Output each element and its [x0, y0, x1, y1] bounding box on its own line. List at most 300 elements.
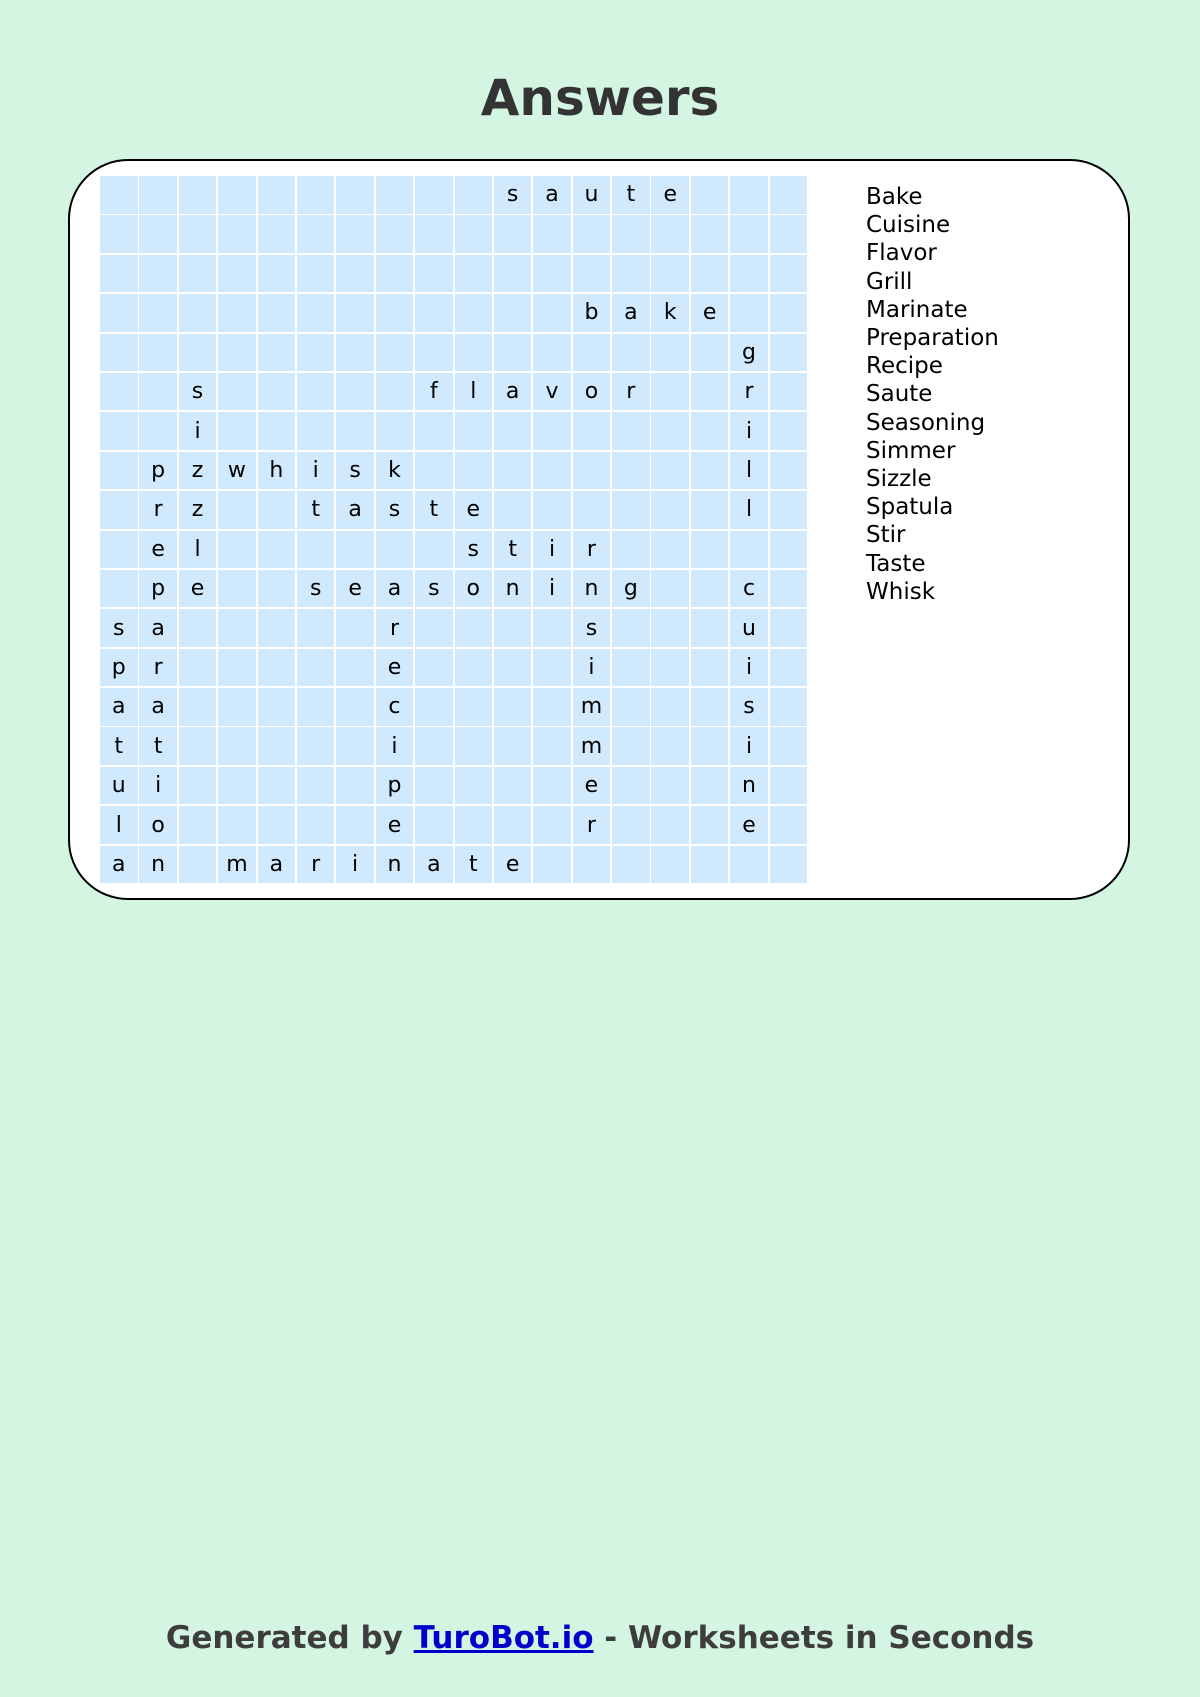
grid-cell: [336, 649, 374, 687]
grid-cell: [691, 727, 729, 765]
grid-cell: [258, 215, 296, 253]
grid-cell: [336, 727, 374, 765]
grid-cell: p: [139, 452, 177, 490]
grid-cell: [573, 255, 611, 293]
grid-cell: [179, 334, 217, 372]
grid-cell: l: [100, 806, 138, 844]
grid-cell: [533, 727, 571, 765]
grid-cell: [336, 373, 374, 411]
grid-cell: f: [415, 373, 453, 411]
grid-cell: s: [100, 609, 138, 647]
grid-cell: [297, 609, 335, 647]
grid-cell: w: [218, 452, 256, 490]
grid-cell: [455, 176, 493, 214]
grid-cell: [691, 767, 729, 805]
grid-cell: [494, 334, 532, 372]
grid-cell: t: [100, 727, 138, 765]
grid-cell: [612, 806, 650, 844]
grid-cell: [691, 688, 729, 726]
grid-cell: i: [179, 412, 217, 450]
grid-cell: [455, 688, 493, 726]
grid-cell: [415, 255, 453, 293]
grid-cell: c: [376, 688, 414, 726]
grid-cell: [258, 727, 296, 765]
grid-cell: [258, 294, 296, 332]
grid-cell: [336, 767, 374, 805]
grid-cell: r: [139, 491, 177, 529]
grid-cell: [770, 452, 808, 490]
grid-cell: [100, 176, 138, 214]
grid-cell: a: [139, 688, 177, 726]
grid-cell: e: [651, 176, 689, 214]
grid-cell: [179, 255, 217, 293]
grid-cell: [297, 215, 335, 253]
footer: [0, 1618, 1200, 1658]
word-list-item: Preparation: [866, 325, 999, 352]
grid-cell: [533, 334, 571, 372]
grid-cell: [415, 412, 453, 450]
grid-cell: [100, 255, 138, 293]
grid-cell: [218, 727, 256, 765]
grid-cell: [455, 649, 493, 687]
word-list-item: Taste: [866, 550, 926, 577]
grid-cell: [612, 531, 650, 569]
grid-cell: a: [533, 176, 571, 214]
grid-cell: [218, 334, 256, 372]
grid-cell: [494, 806, 532, 844]
grid-cell: [691, 491, 729, 529]
grid-cell: [651, 727, 689, 765]
grid-cell: [691, 215, 729, 253]
grid-cell: [651, 412, 689, 450]
grid-cell: [612, 215, 650, 253]
grid-cell: [376, 334, 414, 372]
grid-cell: [415, 531, 453, 569]
grid-cell: a: [612, 294, 650, 332]
grid-cell: [612, 334, 650, 372]
grid-cell: s: [376, 491, 414, 529]
grid-cell: [455, 609, 493, 647]
word-list-item: Marinate: [866, 296, 968, 323]
grid-cell: z: [179, 491, 217, 529]
grid-cell: [258, 609, 296, 647]
grid-cell: [533, 491, 571, 529]
grid-cell: [415, 609, 453, 647]
grid-cell: [297, 334, 335, 372]
grid-cell: [336, 334, 374, 372]
grid-cell: [533, 452, 571, 490]
grid-cell: l: [730, 491, 768, 529]
grid-cell: [691, 609, 729, 647]
word-list-item: Flavor: [866, 240, 937, 267]
grid-cell: [297, 688, 335, 726]
grid-cell: [415, 215, 453, 253]
grid-cell: [691, 649, 729, 687]
grid-cell: [100, 334, 138, 372]
grid-cell: t: [139, 727, 177, 765]
grid-cell: [533, 255, 571, 293]
grid-cell: [770, 531, 808, 569]
grid-cell: [258, 531, 296, 569]
word-list-item: Sizzle: [866, 466, 932, 493]
grid-cell: [139, 176, 177, 214]
grid-cell: [691, 255, 729, 293]
grid-cell: [770, 412, 808, 450]
grid-cell: [730, 176, 768, 214]
grid-cell: [258, 176, 296, 214]
footer-prefix: Generated by: [165, 1620, 414, 1656]
grid-cell: p: [100, 649, 138, 687]
grid-cell: i: [730, 649, 768, 687]
grid-cell: [573, 491, 611, 529]
grid-cell: [336, 688, 374, 726]
grid-cell: [651, 570, 689, 608]
grid-cell: [533, 294, 571, 332]
grid-cell: i: [533, 531, 571, 569]
grid-cell: a: [100, 688, 138, 726]
grid-cell: [218, 570, 256, 608]
grid-cell: [258, 806, 296, 844]
grid-cell: [336, 531, 374, 569]
grid-cell: [297, 294, 335, 332]
grid-cell: [691, 412, 729, 450]
grid-cell: [691, 373, 729, 411]
grid-cell: [770, 767, 808, 805]
grid-cell: s: [455, 531, 493, 569]
grid-cell: [100, 294, 138, 332]
grid-cell: [297, 806, 335, 844]
grid-cell: [100, 215, 138, 253]
grid-cell: a: [494, 373, 532, 411]
grid-cell: [455, 215, 493, 253]
grid-cell: i: [533, 570, 571, 608]
grid-cell: [770, 491, 808, 529]
grid-cell: [258, 570, 296, 608]
grid-cell: [651, 255, 689, 293]
grid-cell: [100, 452, 138, 490]
grid-cell: [770, 609, 808, 647]
grid-cell: [533, 649, 571, 687]
grid-cell: [376, 531, 414, 569]
grid-cell: [179, 688, 217, 726]
grid-cell: [770, 373, 808, 411]
grid-cell: i: [573, 649, 611, 687]
grid-cell: [139, 334, 177, 372]
grid-cell: [612, 767, 650, 805]
grid-cell: [376, 373, 414, 411]
grid-cell: [139, 373, 177, 411]
grid-cell: [218, 491, 256, 529]
grid-cell: [455, 452, 493, 490]
grid-cell: [612, 846, 650, 884]
grid-cell: [179, 727, 217, 765]
grid-cell: [376, 215, 414, 253]
grid-cell: [494, 215, 532, 253]
grid-cell: [691, 806, 729, 844]
grid-cell: [297, 255, 335, 293]
grid-cell: i: [336, 846, 374, 884]
grid-cell: i: [730, 412, 768, 450]
grid-cell: k: [376, 452, 414, 490]
grid-cell: [651, 806, 689, 844]
grid-cell: [179, 215, 217, 253]
grid-cell: [573, 412, 611, 450]
grid-cell: [612, 727, 650, 765]
word-list-item: Cuisine: [866, 212, 951, 239]
grid-cell: [494, 649, 532, 687]
grid-cell: [612, 255, 650, 293]
grid-cell: [415, 806, 453, 844]
grid-cell: [179, 609, 217, 647]
grid-cell: g: [730, 334, 768, 372]
grid-cell: [139, 215, 177, 253]
grid-cell: s: [415, 570, 453, 608]
grid-cell: [336, 609, 374, 647]
page-title: Answers: [480, 69, 720, 127]
grid-cell: [179, 176, 217, 214]
grid-cell: [612, 688, 650, 726]
grid-cell: [612, 412, 650, 450]
grid-cell: [336, 176, 374, 214]
grid-cell: e: [336, 570, 374, 608]
grid-cell: [179, 294, 217, 332]
grid-cell: [730, 255, 768, 293]
grid-cell: [415, 649, 453, 687]
grid-cell: [651, 491, 689, 529]
grid-cell: [691, 846, 729, 884]
grid-cell: [770, 334, 808, 372]
grid-cell: o: [139, 806, 177, 844]
grid-cell: k: [651, 294, 689, 332]
grid-cell: [651, 334, 689, 372]
word-list-item: Spatula: [866, 494, 954, 521]
grid-cell: l: [730, 452, 768, 490]
grid-cell: t: [415, 491, 453, 529]
grid-cell: [258, 767, 296, 805]
grid-cell: [691, 176, 729, 214]
word-list-item: Saute: [866, 381, 933, 408]
grid-cell: [573, 334, 611, 372]
grid-cell: m: [218, 846, 256, 884]
grid-cell: [179, 806, 217, 844]
grid-cell: a: [139, 609, 177, 647]
grid-cell: o: [455, 570, 493, 608]
grid-cell: [218, 294, 256, 332]
grid-cell: [770, 846, 808, 884]
grid-cell: [494, 609, 532, 647]
grid-cell: c: [730, 570, 768, 608]
grid-cell: [770, 806, 808, 844]
grid-cell: [415, 294, 453, 332]
grid-cell: s: [336, 452, 374, 490]
grid-cell: u: [573, 176, 611, 214]
grid-cell: [218, 531, 256, 569]
grid-cell: [297, 412, 335, 450]
grid-cell: [651, 373, 689, 411]
grid-cell: [494, 294, 532, 332]
grid-cell: [730, 294, 768, 332]
grid-cell: i: [297, 452, 335, 490]
grid-cell: l: [455, 373, 493, 411]
grid-cell: r: [573, 806, 611, 844]
grid-cell: [770, 215, 808, 253]
grid-cell: i: [139, 767, 177, 805]
grid-cell: [258, 255, 296, 293]
turobot-link[interactable]: TuroBot.io: [413, 1620, 594, 1656]
grid-cell: [297, 767, 335, 805]
grid-cell: e: [139, 531, 177, 569]
grid-cell: [258, 688, 296, 726]
grid-cell: i: [376, 727, 414, 765]
grid-cell: a: [100, 846, 138, 884]
grid-cell: [139, 255, 177, 293]
grid-cell: [494, 688, 532, 726]
footer-suffix: - Worksheets in Seconds: [593, 1620, 1035, 1656]
grid-cell: n: [573, 570, 611, 608]
grid-cell: [651, 609, 689, 647]
grid-cell: [376, 255, 414, 293]
grid-cell: e: [494, 846, 532, 884]
grid-cell: n: [494, 570, 532, 608]
grid-cell: e: [691, 294, 729, 332]
grid-cell: p: [376, 767, 414, 805]
grid-cell: e: [455, 491, 493, 529]
grid-cell: [258, 649, 296, 687]
grid-cell: [612, 609, 650, 647]
grid-cell: [573, 846, 611, 884]
grid-cell: [730, 215, 768, 253]
grid-cell: [218, 412, 256, 450]
grid-cell: [770, 294, 808, 332]
grid-cell: [455, 412, 493, 450]
grid-cell: [415, 452, 453, 490]
grid-cell: [730, 531, 768, 569]
grid-cell: [691, 531, 729, 569]
grid-cell: [494, 412, 532, 450]
grid-cell: e: [573, 767, 611, 805]
grid-cell: [218, 767, 256, 805]
grid-cell: [376, 294, 414, 332]
grid-cell: [179, 649, 217, 687]
grid-cell: [179, 767, 217, 805]
grid-cell: [376, 412, 414, 450]
grid-cell: l: [179, 531, 217, 569]
grid-cell: a: [415, 846, 453, 884]
grid-cell: [258, 334, 296, 372]
grid-cell: [573, 452, 611, 490]
grid-cell: [770, 255, 808, 293]
grid-cell: [218, 373, 256, 411]
grid-cell: [455, 767, 493, 805]
grid-cell: [336, 215, 374, 253]
grid-cell: o: [573, 373, 611, 411]
grid-cell: [336, 255, 374, 293]
grid-cell: [218, 609, 256, 647]
word-list-item: Bake: [866, 184, 923, 210]
grid-cell: r: [376, 609, 414, 647]
grid-cell: [415, 176, 453, 214]
grid-cell: [612, 452, 650, 490]
grid-cell: n: [376, 846, 414, 884]
grid-cell: [415, 767, 453, 805]
word-list-item: Simmer: [866, 437, 956, 464]
grid-cell: [770, 688, 808, 726]
grid-cell: [455, 727, 493, 765]
grid-cell: [336, 294, 374, 332]
word-list-item: Stir: [866, 522, 906, 549]
grid-cell: [258, 491, 296, 529]
grid-cell: [573, 215, 611, 253]
grid-cell: [494, 767, 532, 805]
grid-cell: v: [533, 373, 571, 411]
grid-cell: [218, 806, 256, 844]
grid-cell: r: [573, 531, 611, 569]
grid-cell: [100, 491, 138, 529]
grid-cell: [455, 334, 493, 372]
grid-cell: [691, 570, 729, 608]
grid-cell: s: [730, 688, 768, 726]
grid-cell: m: [573, 688, 611, 726]
grid-cell: n: [730, 767, 768, 805]
grid-cell: [651, 215, 689, 253]
grid-cell: t: [455, 846, 493, 884]
grid-cell: [415, 688, 453, 726]
word-search-grid: [100, 176, 807, 883]
grid-cell: [651, 767, 689, 805]
grid-cell: s: [179, 373, 217, 411]
grid-cell: [336, 412, 374, 450]
grid-cell: [297, 176, 335, 214]
grid-cell: t: [494, 531, 532, 569]
grid-cell: [297, 531, 335, 569]
grid-cell: [455, 255, 493, 293]
grid-cell: [218, 255, 256, 293]
grid-cell: [218, 649, 256, 687]
grid-cell: e: [179, 570, 217, 608]
grid-cell: [533, 806, 571, 844]
grid-cell: u: [730, 609, 768, 647]
grid-cell: [100, 570, 138, 608]
grid-cell: [730, 846, 768, 884]
grid-cell: s: [494, 176, 532, 214]
grid-cell: [533, 767, 571, 805]
word-list-item: Grill: [866, 268, 913, 295]
grid-cell: [455, 806, 493, 844]
grid-cell: [770, 727, 808, 765]
word-list-item: Seasoning: [866, 409, 986, 436]
grid-cell: m: [573, 727, 611, 765]
grid-cell: r: [730, 373, 768, 411]
grid-cell: a: [376, 570, 414, 608]
grid-cell: [691, 334, 729, 372]
grid-cell: i: [730, 727, 768, 765]
grid-cell: [533, 412, 571, 450]
grid-cell: h: [258, 452, 296, 490]
grid-cell: [612, 649, 650, 687]
grid-cell: [100, 373, 138, 411]
grid-cell: a: [336, 491, 374, 529]
grid-cell: s: [297, 570, 335, 608]
grid-cell: [297, 373, 335, 411]
grid-cell: z: [179, 452, 217, 490]
grid-cell: [651, 452, 689, 490]
grid-cell: [651, 688, 689, 726]
grid-cell: [770, 176, 808, 214]
grid-cell: n: [139, 846, 177, 884]
grid-cell: e: [730, 806, 768, 844]
grid-cell: u: [100, 767, 138, 805]
grid-cell: [336, 806, 374, 844]
